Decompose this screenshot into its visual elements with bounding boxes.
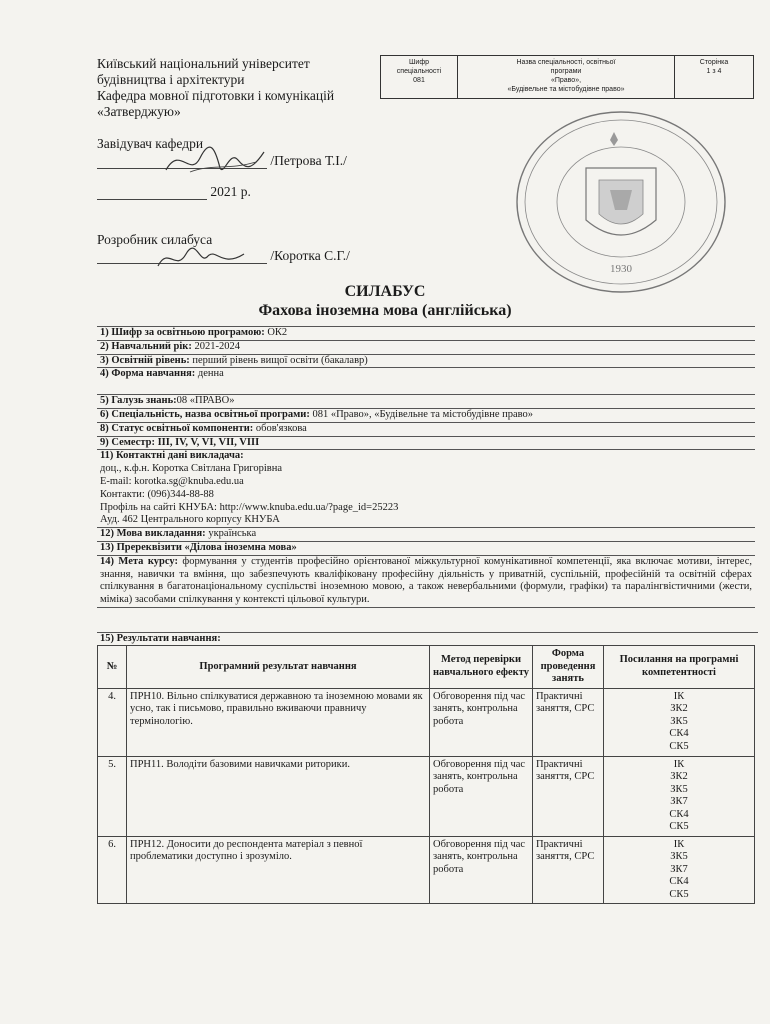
teacher-name: доц., к.ф.н. Коротка Світлана Григорівна bbox=[100, 463, 283, 475]
university-header bbox=[97, 56, 334, 120]
info-row-field: 5) Галузь знань:08 «ПРАВО» bbox=[97, 394, 755, 408]
specialty-code-table bbox=[380, 55, 754, 99]
head-signature-icon bbox=[160, 140, 270, 180]
department-name: Кафедра мовної підготовки і комунікацій bbox=[97, 88, 335, 103]
teacher-room: Ауд. 462 Центрального корпусу КНУБА bbox=[100, 514, 280, 526]
col-form: Форма проведення занять bbox=[533, 646, 604, 689]
program-name-cell: Назва спеціальності, освітньої програми «Право», «Будівельне та містобудівне право» bbox=[458, 56, 675, 99]
info-row-contacts: 11) Контактні дані викладача: доц., к.ф.н. Коротка Світлана Григорівна E-mail: korotka.sg@knuba.edu.ua Контакти: (096)344-88-88 Профіль на сайті КНУБА: http://www.knuba.edu.ua/?page_id=25223 Ауд. 462 Центрального корпусу КНУБА bbox=[97, 449, 755, 527]
info-row-language: 12) Мова викладання: українська bbox=[97, 527, 755, 541]
col-number: № bbox=[98, 646, 127, 689]
developer-name: /Коротка С.Г./ bbox=[270, 248, 350, 263]
info-row-academic-year: 2) Навчальний рік: 2021-2024 bbox=[97, 340, 755, 354]
table-row: 4. ПРН10. Вільно спілкуватися державною та іноземною мовами як усно, так і письмово, правильно вживаючи правничу термінологію. Обговорення під час занять, контрольна робота Практичні заняття, СРС ІК ЗК2 ЗК5 СК4 СК5 bbox=[98, 688, 755, 756]
seal-year: 1930 bbox=[610, 263, 632, 275]
teacher-profile: Профіль на сайті КНУБА: http://www.knuba.edu.ua/?page_id=25223 bbox=[100, 501, 399, 513]
page-number-cell: Сторінка 1 з 4 bbox=[675, 56, 754, 99]
col-method: Метод перевірки навчального ефекту bbox=[430, 646, 533, 689]
approve-label: «Затверджую» bbox=[97, 104, 181, 119]
info-row-study-form: 4) Форма навчання: денна bbox=[97, 367, 755, 394]
approval-date bbox=[97, 184, 251, 200]
head-name: /Петрова Т.І./ bbox=[270, 153, 347, 168]
col-competences: Посилання на програмні компетентності bbox=[604, 646, 755, 689]
specialty-code-cell: Шифр спеціальності 081 bbox=[381, 56, 458, 99]
info-row-course-goal: 14) Мета курсу: формування у студентів професійно орієнтованої міжкультурної комунікативної компетенції, яка включає мотиви, інтерес, знання, навички та вміння, що забезпечують кваліфіковану професійну діяльність у приватній, суспільній, професійній та освітній сферах спілкування в багатонаціональному суспільстві іноземною мовою, а також невербальними (формули, графіки) та паралінгвістичними (жести, міміка) засобами спілкування у контексті цільової культури. bbox=[97, 555, 755, 608]
info-row-education-level: 3) Освітній рівень: перший рівень вищої освіти (бакалавр) bbox=[97, 354, 755, 368]
table-row: 6. ПРН12. Доносити до респондента матеріал з певної проблематики доступно і зрозуміло. Обговорення під час занять, контрольна робота Практичні заняття, СРС ІК ЗК5 ЗК7 СК4 СК5 bbox=[98, 836, 755, 904]
developer-label: Розробник силабуса bbox=[97, 232, 213, 247]
teacher-phone: Контакти: (096)344-88-88 bbox=[100, 488, 214, 500]
info-row-prerequisites: 13) Пререквізити «Ділова іноземна мова» bbox=[97, 541, 755, 555]
university-name-line1: Київський національний університет bbox=[97, 56, 310, 71]
results-heading: 15) Результати навчання: bbox=[97, 632, 758, 644]
info-row-specialty: 6) Спеціальність, назва освітньої програми: 081 «Право», «Будівельне та містобудівне право» bbox=[97, 408, 755, 422]
info-row-component-status: 8) Статус освітньої компоненти: обов'язкова bbox=[97, 422, 755, 436]
developer-signature-icon bbox=[150, 240, 250, 276]
syllabus-info-block bbox=[97, 326, 755, 608]
learning-results-table bbox=[97, 645, 755, 904]
approval-year: 2021 р. bbox=[210, 184, 251, 199]
teacher-email: E-mail: korotka.sg@knuba.edu.ua bbox=[100, 475, 244, 487]
info-row-semester: 9) Семестр: III, IV, V, VI, VII, VIII bbox=[97, 436, 755, 450]
university-seal-icon bbox=[514, 110, 729, 295]
table-row: 5. ПРН11. Володіти базовими навичками риторики. Обговорення під час занять, контрольна робота Практичні заняття, СРС ІК ЗК2 ЗК5 ЗК7 СК4 СК5 bbox=[98, 756, 755, 836]
info-row-program-code: 1) Шифр за освітньою програмою: ОК2 bbox=[97, 326, 755, 340]
col-result: Програмний результат навчання bbox=[127, 646, 430, 689]
results-header-row bbox=[98, 646, 755, 689]
university-name-line2: будівництва і архітектури bbox=[97, 72, 245, 87]
course-title: Фахова іноземна мова (англійська) bbox=[258, 302, 512, 319]
document-title: СИЛАБУС bbox=[344, 283, 426, 300]
head-of-department-label: Завідувач кафедри bbox=[97, 136, 204, 151]
